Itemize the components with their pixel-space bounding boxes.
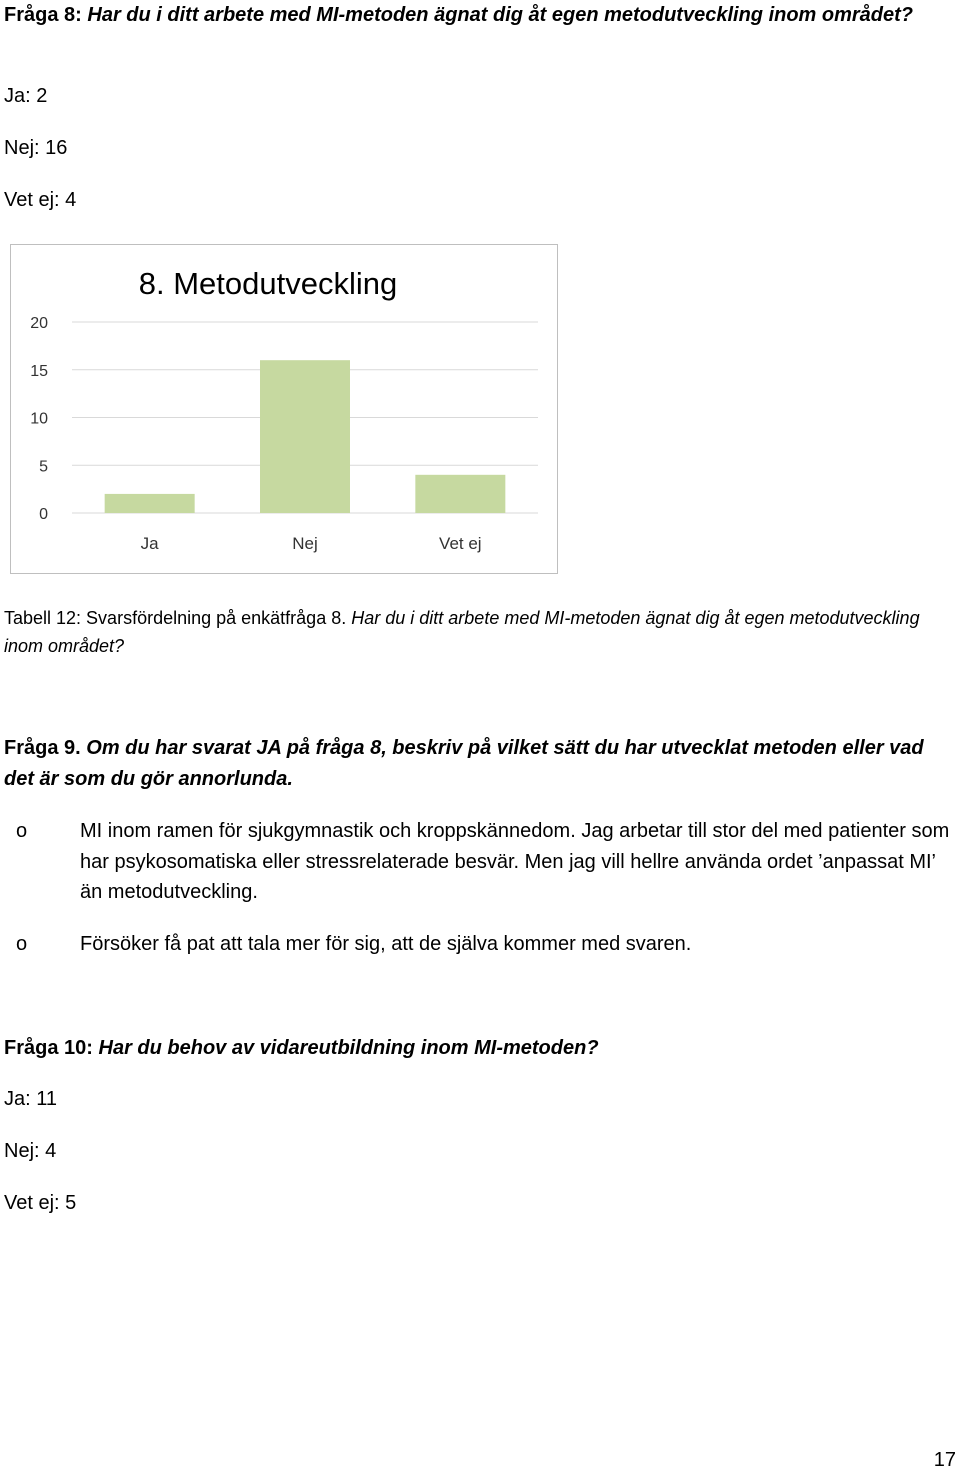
question-8-text: Har du i ditt arbete med MI-metoden ägnat dig åt egen metodutveckling inom området? [87, 4, 914, 26]
bar-chart [0, 244, 560, 576]
question-10-text: Har du behov av vidareutbildning inom MI-metoden? [98, 1037, 599, 1059]
x-category-label: Vet ej [439, 534, 482, 553]
question-9 [4, 733, 954, 795]
y-tick-label: 0 [39, 506, 48, 523]
caption-italic: Har du i ditt arbete med MI-metoden ägnat dig åt egen metodutveckling inom området? [4, 608, 920, 656]
y-tick-label: 5 [39, 458, 48, 476]
question-10-label: Fråga 10: [4, 1037, 93, 1059]
y-tick-label: 10 [30, 410, 48, 428]
page-number: 17 [933, 1449, 956, 1471]
q8-answer-ja: Ja: 2 [4, 85, 48, 107]
bar-ja [105, 494, 195, 513]
question-8-label: Fråga 8: [4, 4, 82, 26]
table-caption [4, 604, 944, 660]
q8-answer-vet-ej: Vet ej: 4 [4, 189, 77, 211]
x-category-label: Nej [292, 534, 318, 553]
bullet-marker: o [16, 820, 28, 842]
q10-answer-ja: Ja: 11 [4, 1088, 57, 1110]
question-10 [4, 1033, 954, 1063]
bullet-marker: o [16, 933, 28, 955]
x-category-label: Ja [140, 534, 159, 553]
chart-x-labels [141, 534, 482, 553]
chart-y-ticks [30, 315, 48, 523]
bar-vet-ej [415, 475, 505, 513]
q10-answer-vet-ej: Vet ej: 5 [4, 1192, 77, 1214]
q8-answer-nej: Nej: 16 [4, 137, 68, 159]
bar-nej [260, 360, 350, 513]
question-8 [4, 0, 954, 30]
q9-bullet-2: Försöker få pat att tala mer för sig, att de själva kommer med svaren. [80, 933, 692, 955]
q10-answer-nej: Nej: 4 [4, 1140, 57, 1162]
q9-bullet-1: MI inom ramen för sjukgymnastik och kroppskännedom. Jag arbetar till stor del med patienter som har psykosomatiska eller stressrelaterade besvär. Men jag vill hellre använda ordet ’anpassat MI’ än metodutveckling. [80, 820, 950, 903]
question-9-text: Om du har svarat JA på fråga 8, beskriv på vilket sätt du har utvecklat metoden eller vad det är som du gör annorlunda. [4, 737, 924, 790]
y-tick-label: 15 [30, 362, 48, 380]
chart-title: 8. Metodutveckling [138, 266, 398, 301]
question-9-label: Fråga 9. [4, 737, 81, 759]
caption-prefix: Tabell 12: Svarsfördelning på enkätfråga 8. [4, 608, 347, 628]
y-tick-label: 20 [30, 315, 48, 332]
chart-bars [105, 360, 506, 513]
